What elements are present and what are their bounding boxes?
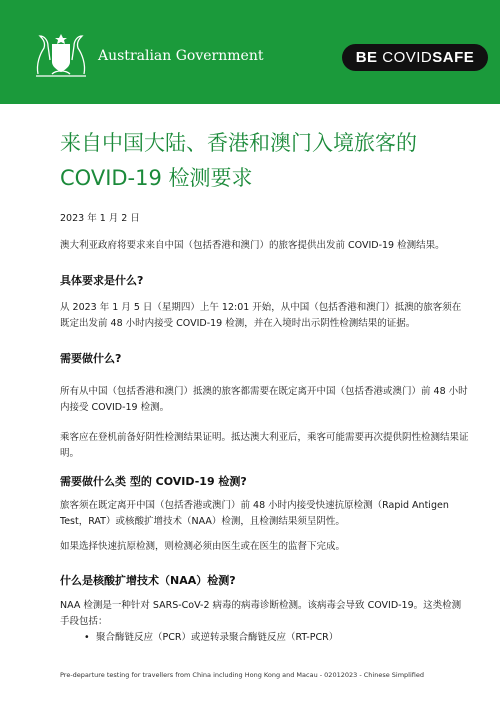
section-2-paragraph-2: 乘客应在登机前备好阴性检测结果证明。抵达澳大利亚后，乘客可能需要再次提供阴性检测结果证明。 bbox=[60, 432, 469, 459]
government-name: Australian Government bbox=[98, 48, 264, 64]
section-1-paragraph-1: 从 2023 年 1 月 5 日（星期四）上午 12:01 开始，从中国（包括香港和澳门）抵澳的旅客须在既定出发前 48 小时内接受 COVID-19 检测，并在入境时出示阴性检测结果的证据。 bbox=[60, 302, 462, 329]
section-heading-2: 需要做什么? bbox=[60, 352, 122, 365]
badge-be: BE bbox=[355, 49, 383, 66]
section-heading-4: 什么是核酸扩增技术（NAA）检测? bbox=[60, 574, 236, 587]
page-title-line-2: COVID-19 检测要求 bbox=[60, 166, 253, 190]
list-item-text: 聚合酶链反应（PCR）或逆转录聚合酶链反应（RT-PCR） bbox=[96, 632, 339, 643]
section-heading-3: 需要做什么类 型的 COVID-19 检测? bbox=[60, 475, 247, 488]
covidsafe-badge bbox=[342, 44, 488, 71]
page-title-line-1: 来自中国大陆、香港和澳门入境旅客的 bbox=[60, 131, 417, 155]
section-2-paragraph-1: 所有从中国（包括香港和澳门）抵澳的旅客都需要在既定离开中国（包括香港或澳门）前 48 小时内接受 COVID-19 检测。 bbox=[60, 386, 468, 413]
page-footer: Pre-departure testing for travellers from China including Hong Kong and Macau - 02012023 - Chinese Simplified bbox=[60, 671, 424, 679]
badge-covid: COVID bbox=[382, 49, 433, 66]
badge-safe: SAFE bbox=[432, 49, 475, 66]
list-item bbox=[84, 630, 476, 646]
page-title bbox=[60, 126, 460, 196]
section-4-paragraph-1: NAA 检测是一种针对 SARS-CoV-2 病毒的病毒诊断检测。该病毒会导致 COVID-19。这类检测手段包括： bbox=[60, 600, 462, 627]
section-3-paragraph-1: 旅客须在既定离开中国（包括香港或澳门）前 48 小时内接受快速抗原检测（Rapid Antigen Test，RAT）或核酸扩增技术（NAA）检测，且检测结果须呈阴性。 bbox=[60, 500, 449, 527]
section-3-paragraph-2: 如果选择快速抗原检测，则检测必须由医生或在医生的监督下完成。 bbox=[60, 541, 346, 552]
header-banner bbox=[0, 0, 500, 104]
coat-of-arms-icon bbox=[30, 30, 92, 78]
intro-paragraph: 澳大利亚政府将要求来自中国（包括香港和澳门）的旅客提供出发前 COVID-19 检测结果。 bbox=[60, 240, 445, 251]
section-heading-1: 具体要求是什么? bbox=[60, 274, 144, 287]
document-date: 2023 年 1 月 2 日 bbox=[60, 213, 140, 224]
bullet-icon: • bbox=[84, 632, 90, 643]
